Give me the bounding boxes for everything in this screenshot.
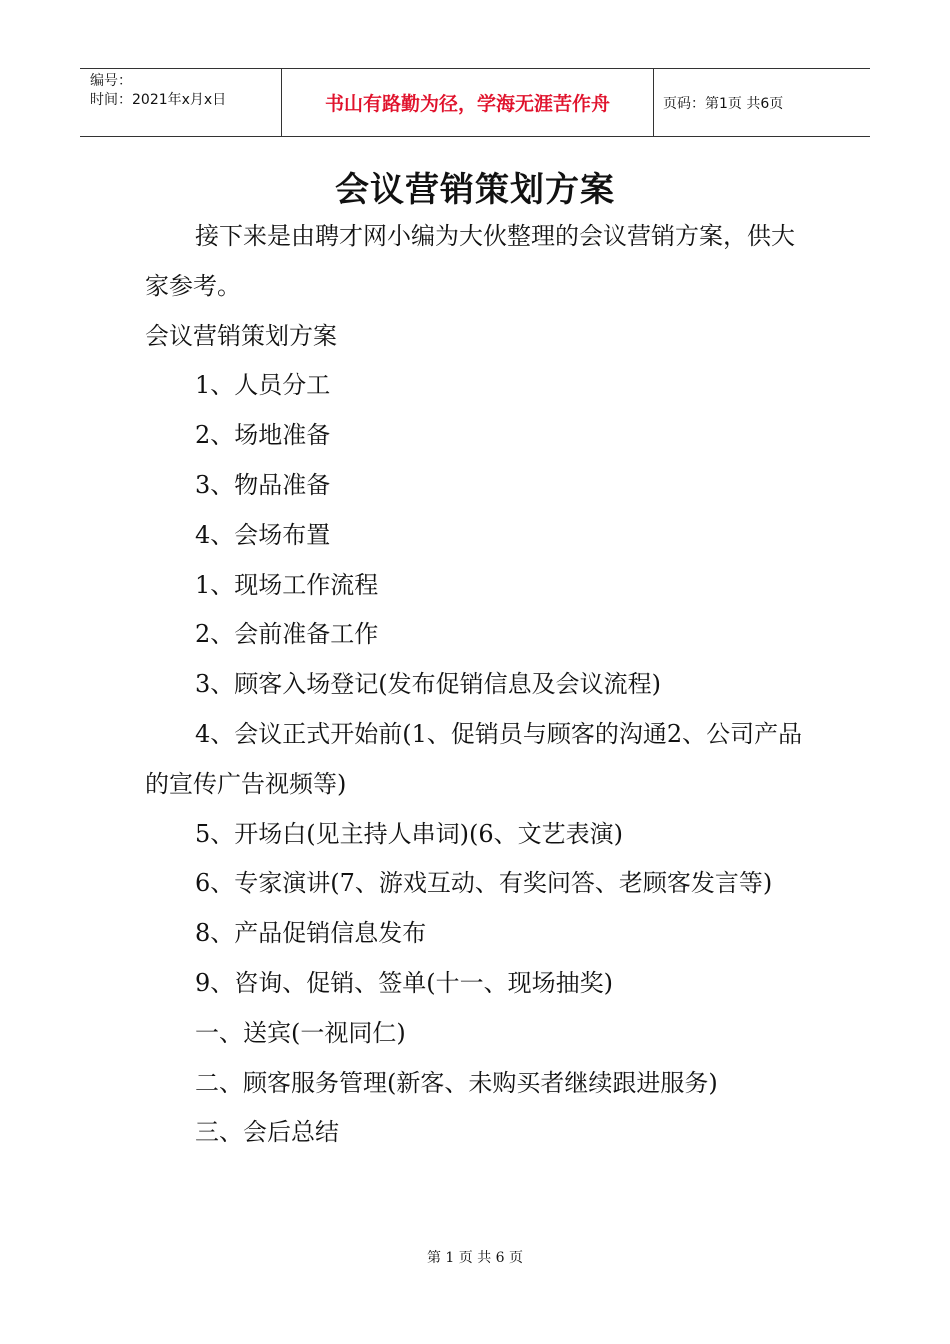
body-paragraph: 2、场地准备: [195, 421, 331, 450]
body-paragraph: 二、顾客服务管理(新客、未购买者继续跟进服务): [195, 1068, 718, 1097]
body-paragraph: 三、会后总结: [195, 1118, 339, 1147]
header-meta: [80, 69, 282, 136]
body-paragraph: 1、现场工作流程: [195, 570, 379, 599]
time-label: 时间：2021年x月x日: [90, 92, 227, 108]
body-paragraph: 4、会场布置: [195, 520, 331, 549]
header-page-info: 页码：第1页 共6页: [663, 95, 784, 112]
body-paragraph: 接下来是由聘才网小编为大伙整理的会议营销方案，供大家参考。: [145, 222, 795, 300]
body-paragraph: 9、咨询、促销、签单(十一、现场抽奖): [195, 968, 613, 997]
page-footer: 第 1 页 共 6 页: [426, 1250, 524, 1266]
header-motto: 书山有路勤为径，学海无涯苦作舟: [282, 69, 654, 136]
body-paragraph: 一、送宾(一视同仁): [195, 1018, 406, 1047]
body-paragraph: 会议营销策划方案: [145, 321, 337, 350]
body-paragraph: 3、物品准备: [195, 470, 331, 499]
body-paragraph: 8、产品促销信息发布: [195, 919, 427, 948]
body-paragraph: 5、开场白(见主持人串词)(6、文艺表演): [195, 819, 623, 848]
number-label: 编号：: [90, 73, 132, 89]
body-paragraph: 1、人员分工: [195, 371, 331, 400]
body-paragraph: 4、会议正式开始前(1、促销员与顾客的沟通2、公司产品的宣传广告视频等): [145, 719, 803, 798]
body-paragraph: 3、顾客入场登记(发布促销信息及会议流程): [195, 670, 661, 699]
document-title: 会议营销策划方案: [335, 170, 615, 210]
document-body: [145, 212, 810, 1158]
body-paragraph: 2、会前准备工作: [195, 620, 379, 649]
body-paragraph: 6、专家演讲(7、游戏互动、有奖问答、老顾客发言等): [195, 869, 773, 898]
document-header: [80, 68, 870, 137]
